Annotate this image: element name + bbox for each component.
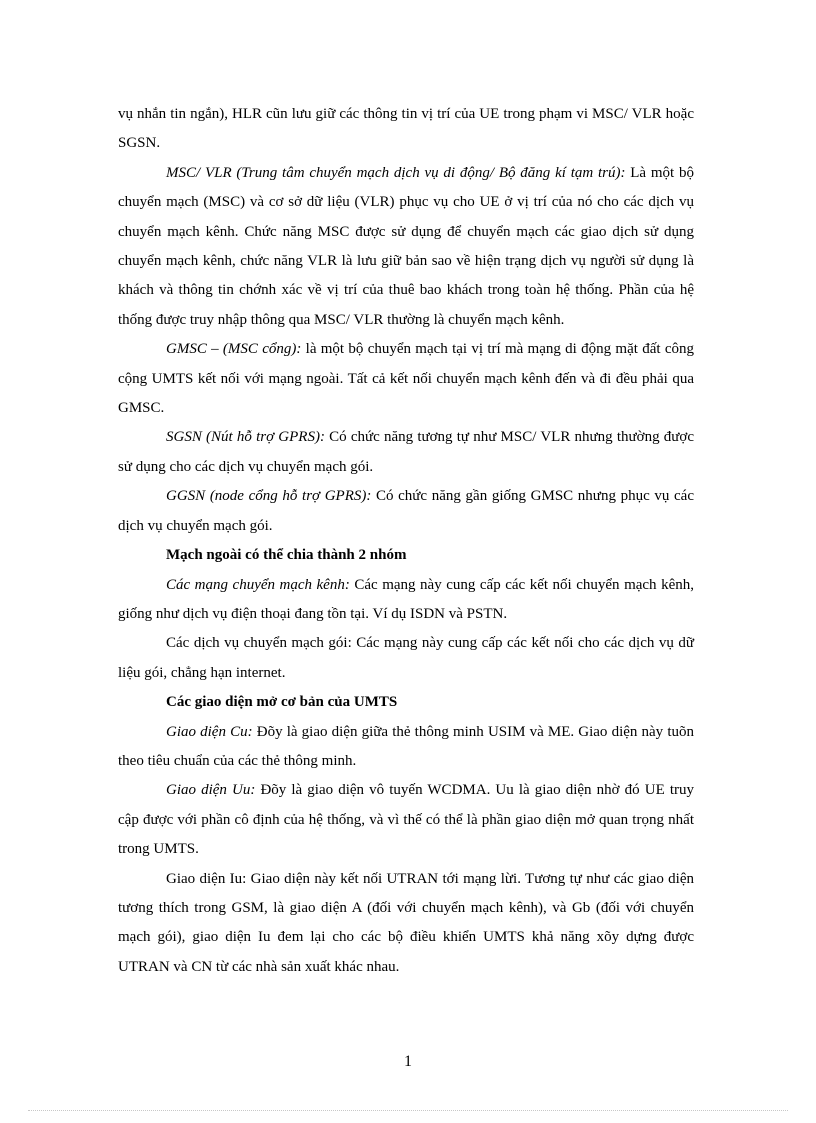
paragraph-cu-interface: Giao diện Cu: Đõy là giao diện giữa thẻ thông minh USIM và ME. Giao diện này tuõn theo tiêu chuẩn của các thẻ thông minh. [118, 723, 694, 769]
term-cu-interface: Giao diện Cu: [166, 723, 253, 740]
term-ggsn: GGSN (node cổng hỗ trợ GPRS): [166, 488, 372, 505]
page-number: 1 [404, 1053, 412, 1070]
heading-open-interfaces: Các giao diện mở cơ bản của UMTS [166, 694, 398, 711]
page-bottom-border [28, 1110, 788, 1111]
paragraph-gmsc: GMSC – (MSC cổng): là một bộ chuyển mạch tại vị trí mà mạng di động mặt đất công cộng UMTS kết nối với mạng ngoài. Tất cả kết nối chuyển mạch kênh đến và đi đều phải qua GMSC. [118, 341, 694, 417]
paragraph-msc-vlr: MSC/ VLR (Trung tâm chuyển mạch dịch vụ di động/ Bộ đăng kí tạm trú): Là một bộ chuyển mạch (MSC) và cơ sở dữ liệu (VLR) phục vụ cho UE ở vị trí của nó cho các dịch vụ chuyển mạch kênh. Chức năng MSC được sử dụng để chuyển mạch các giao dịch sử dụng chuyển mạch kênh, chức năng VLR là lưu giữ bản sao về hiện trạng dịch vụ người sử dụng là khách và thông tin chớnh xác về vị trí của thuê bao khách trong toàn hệ thống. Phần của hệ thống được truy nhập thông qua MSC/ VLR thường là chuyển mạch kênh. [118, 164, 695, 328]
heading-external-networks: Mạch ngoài có thể chia thành 2 nhóm [166, 547, 407, 564]
document-body [118, 100, 694, 982]
paragraph-ggsn: GGSN (node cổng hỗ trợ GPRS): Có chức năng gần giống GMSC nhưng phục vụ các dịch vụ chuyển mạch gói. [118, 488, 694, 534]
term-msc-vlr: MSC/ VLR (Trung tâm chuyển mạch dịch vụ di động/ Bộ đăng kí tạm trú): [166, 164, 626, 181]
term-uu-interface: Giao diện Uu: [166, 782, 256, 799]
paragraph-continuation: vụ nhắn tin ngắn), HLR cũn lưu giữ các thông tin vị trí của UE trong phạm vi MSC/ VLR hoặc SGSN. [118, 106, 694, 152]
paragraph-packet-switched: Các dịch vụ chuyển mạch gói: Các mạng này cung cấp các kết nối cho các dịch vụ dữ liệu gói, chẳng hạn internet. [118, 635, 694, 681]
paragraph-iu-interface: Giao diện Iu: Giao diện này kết nối UTRAN tới mạng lừi. Tương tự như các giao diện tương thích trong GSM, là giao diện A (đối với chuyển mạch kênh), và Gb (đối với chuyển mạch gói), giao diện Iu đem lại cho các bộ điều khiển UMTS khả năng xõy dựng được UTRAN và CN từ các nhà sản xuất khác nhau. [118, 870, 694, 975]
paragraph-circuit-switched: Các mạng chuyển mạch kênh: Các mạng này cung cấp các kết nối chuyển mạch kênh, giống như dịch vụ điện thoại đang tồn tại. Ví dụ ISDN và PSTN. [118, 576, 694, 622]
term-circuit-switched: Các mạng chuyển mạch kênh: [166, 576, 350, 593]
paragraph-sgsn: SGSN (Nút hỗ trợ GPRS): Có chức năng tương tự như MSC/ VLR nhưng thường được sử dụng cho các dịch vụ chuyển mạch gói. [118, 429, 694, 475]
paragraph-uu-interface: Giao diện Uu: Đõy là giao diện vô tuyến WCDMA. Uu là giao diện nhờ đó UE truy cập được với phần cô định của hệ thống, và vì thế có thể là phần giao diện mở quan trọng nhất trong UMTS. [118, 782, 694, 858]
term-sgsn: SGSN (Nút hỗ trợ GPRS): [166, 429, 325, 446]
term-gmsc: GMSC – (MSC cổng): [166, 341, 302, 358]
